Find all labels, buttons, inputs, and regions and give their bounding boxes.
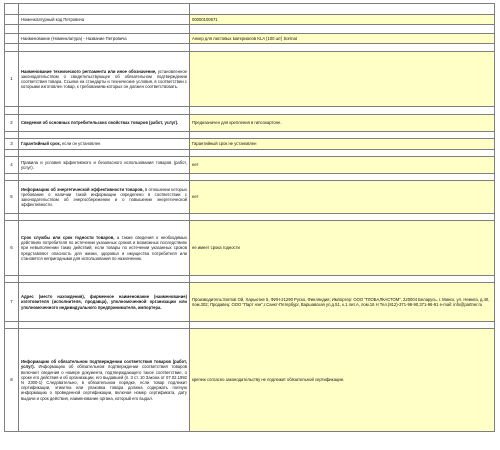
spacer-cell [19,174,190,181]
row-value[interactable]: не имеет срока годности [190,221,495,276]
spacer-row [5,276,495,283]
spacer-cell [190,214,495,221]
row-number: 5 [5,181,19,214]
code-row [5,15,495,25]
row-title: Адрес (место нахождения), фирменное наименование (наименование) изготовителя (исполнителя, продавца), уполномоченной организации или уполномоченного индивидуального предпринимателя, импортера. [21,294,187,310]
row-title: Сведения об основных потребительских свойствах товаров (работ, услуг). [21,120,179,126]
name-row [5,34,495,44]
spacer-cell [190,132,495,139]
name-label: Наименование (Номенклатура) - Название Петровича [19,34,190,44]
row-label [19,283,190,322]
spacer-row [5,44,495,52]
spacer-cell [190,107,495,115]
spacer-cell [190,174,495,181]
spacer-cell [5,214,19,221]
info-row [5,139,495,150]
spacer-cell [190,150,495,157]
info-row [5,115,495,132]
spacer-row [5,322,495,329]
spacer-cell [5,150,19,157]
spacer-cell [5,276,19,283]
row-number [5,34,19,44]
row-value[interactable]: нет [190,181,495,214]
spacer-cell [19,214,190,221]
row-text: в отношении которых требование о наличии такой информации определено в соответствии с законодательством об энергосбережении и о повышении энергетической эффективности. [21,186,187,208]
spacer-cell [5,322,19,329]
info-row [5,329,495,432]
spacer-cell [5,4,19,15]
spacer-row [5,174,495,181]
row-value[interactable]: Предназначен для крепления в гипсокартоне. [190,115,495,132]
row-number [5,15,19,25]
spacer-cell [5,25,19,34]
spacer-cell [19,150,190,157]
spacer-row [5,150,495,157]
row-text: если он установлен [60,141,101,147]
code-label: Номенклатурный код Петровича [19,15,190,25]
row-title: Гарантийный срок, [21,141,61,147]
row-number: 6 [5,221,19,276]
row-label [19,139,190,150]
row-value[interactable]: нет [190,157,495,174]
spacer-cell [19,4,190,15]
row-number: 1 [5,52,19,107]
spacer-cell [19,132,190,139]
row-title: Информацию об энергетической эффективности товаров, [21,186,144,192]
spacer-cell [190,4,495,15]
row-number: 7 [5,283,19,322]
spacer-row [5,132,495,139]
row-value[interactable]: Гарантийный срок не установлен [190,139,495,150]
row-title: Наименование технического регламента или иное обозначение, [21,68,157,74]
row-text: а также сведения о необходимых действиях потребителя по истечении указанных сроков и возможных последствиях при невыполнении таких действий, если товары по истечении указанных сроков представляют опасность для жизни, здоровья и имущества потребителя или становятся непригодными для использования по назначению. [21,234,187,261]
row-number: 3 [5,139,19,150]
row-text: Правила и условия эффективного и безопасного использования товаров (работ, услуг). [21,159,187,170]
row-label [19,221,190,276]
spacer-row [5,107,495,115]
spacer-cell [190,276,495,283]
spacer-cell [19,25,190,34]
row-label [19,115,190,132]
spacer-row [5,214,495,221]
row-text: установленное законодательством о свидетельствующее об обязательном подтверждении соответствия товара. Ссылки на стандарты и технические условия, в соответствии с которыми изготовлен товар, к требованиям которых он должен соответствовать. [21,68,187,90]
spacer-cell [19,276,190,283]
row-value[interactable] [190,52,495,107]
row-number: 4 [5,157,19,174]
row-number: 2 [5,115,19,132]
row-value[interactable]: Производитель:Sormat Oй, Харьютие 5, ФИН-21290 Руско, Финляндия; Импортер: ООО "ГЛОБАЛКАСТОМ", 220004 Беларусь, г. Минск, ул. Немига, д.40, пом.302; Продавец: ООО "Парт нэн",г.Санкт-Петербург, Варшавская ул.д.51, к.1 лит.А, пом.16 Н Тел.(812)-371-96-90,371-96-91 e-mail: info@partner.ru [190,283,495,322]
spacer-cell [19,322,190,329]
spacer-cell [5,132,19,139]
info-row [5,181,495,214]
spacer-cell [5,107,19,115]
row-value[interactable]: крепеж согласно законодательству не подлежит обязательной сертификации. [190,329,495,432]
row-text: Информацию об обязательном подтверждении соответствия товаров включает сведения о номере документа, подтверждающего такое соответствие, о сроке его действия и об организации, его выдавшей (п. 3 ст. 10 Закона от 07.02.1992 N 2300-1) Следовательно, в обязательном порядке, если товар подлежит сертификации, этикетка или упаковка товара должна содержать полную информацию о проведенной сертификации, включая номер сертификата, дату выдачи и срок действия, наименование органа, который его выдал. [21,364,187,401]
info-row [5,221,495,276]
spacer-row [5,4,495,15]
row-label [19,157,190,174]
row-label [19,181,190,214]
info-row [5,52,495,107]
spacer-cell [5,44,19,52]
spacer-cell [19,44,190,52]
spacer-cell [190,25,495,34]
spacer-cell [19,107,190,115]
info-row [5,157,495,174]
row-number: 8 [5,329,19,432]
product-info-table [4,3,495,432]
spacer-row [5,25,495,34]
spacer-cell [190,322,495,329]
row-title: Информацию об обязательном подтверждении соответствия товаров (работ, услуг). [21,359,187,370]
row-label [19,52,190,107]
row-title: Срок службы или срок годности товаров, [21,234,115,240]
info-row [5,283,495,322]
row-label [19,329,190,432]
name-value[interactable]: Анкер для листовых материалов KLA (100 шт) Sormat [190,34,495,44]
code-value[interactable]: 00000100671 [190,15,495,25]
spacer-cell [190,44,495,52]
spacer-cell [5,174,19,181]
